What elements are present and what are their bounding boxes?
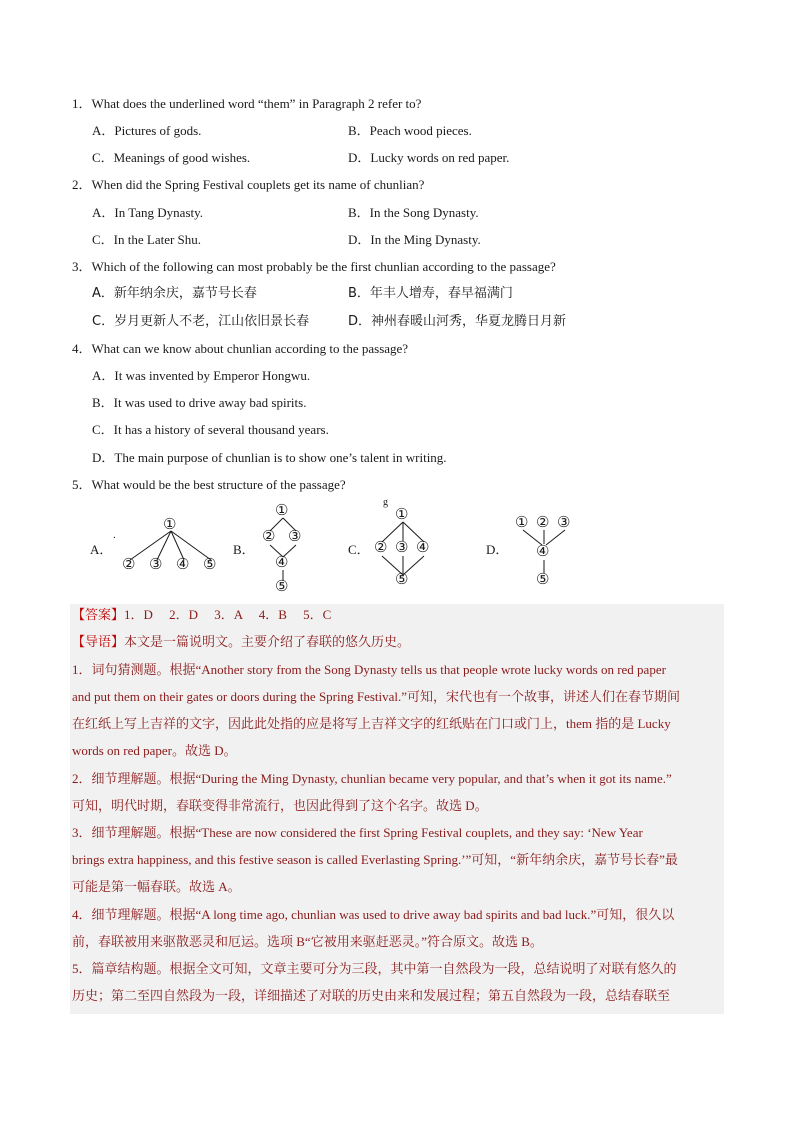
question-3-stem: 3．Which of the following can most probably be the first chunlian according to the passage?: [72, 259, 556, 274]
node-4: ④: [176, 557, 190, 573]
question-2-option-d: D．In the Ming Dynasty.: [348, 232, 481, 247]
question-5-stem: 5．What would be the best structure of the passage?: [72, 477, 346, 492]
question-3-option-c: C．岁月更新人不老，江山依旧景长春: [92, 314, 310, 329]
explanation-line: 在红纸上写上吉祥的文字，因此此处指的应是将写上吉祥文字的红纸贴在门口或门上，them 指的是 Lucky: [72, 716, 671, 731]
explanation-line: words on red paper。故选 D。: [72, 743, 237, 758]
structure-diagram-c: [370, 497, 440, 592]
question-3-option-a: A．新年纳余庆，嘉节号长春: [92, 286, 257, 301]
node-4: ④: [416, 540, 430, 556]
answer-line: [72, 606, 331, 625]
node-2: ②: [262, 529, 276, 545]
question-4-option-c: C．It has a history of several thousand years.: [92, 422, 329, 437]
node-3: ③: [149, 557, 163, 573]
guide-text: 本文是一篇说明文。主要介绍了春联的悠久历史。: [124, 635, 411, 650]
node-1: ①: [395, 507, 409, 523]
question-4-option-a: A．It was invented by Emperor Hongwu.: [92, 368, 311, 383]
node-5: ⑤: [275, 579, 289, 595]
question-1-option-d: D．Lucky words on red paper.: [348, 150, 510, 165]
question-1-option-a: A．Pictures of gods.: [92, 123, 202, 138]
explanation-line: and put them on their gates or doors during the Spring Festival.”可知，宋代也有一个故事，讲述人们在春节期间: [72, 689, 681, 704]
node-3: ③: [288, 529, 302, 545]
stray-g: g: [383, 497, 388, 508]
question-4-stem: 4．What can we know about chunlian according to the passage?: [72, 341, 409, 356]
answer-tag: 【答案】: [72, 608, 125, 623]
explanation-line: 历史；第二至四自然段为一段，详细描述了对联的历史由来和发展过程；第五自然段为一段，总结春联至: [72, 988, 671, 1003]
explanation-line: 4．细节理解题。根据“A long time ago, chunlian was used to drive away bad spirits and bad luck.”可知，很久以: [72, 907, 675, 922]
structure-diagram-b: [258, 504, 310, 596]
explanation-line: 前，春联被用来驱散恶灵和厄运。选项 B“它被用来驱赶恶灵。”符合原文。故选 B。: [72, 934, 543, 949]
question-1-option-b: B．Peach wood pieces.: [348, 123, 472, 138]
explanation-line: 5．篇章结构题。根据全文可知，文章主要可分为三段，其中第一自然段为一段，总结说明了对联有悠久的: [72, 961, 677, 976]
structure-diagram-a: [110, 518, 225, 578]
question-5-option-c: C．: [348, 542, 370, 557]
node-2: ②: [374, 540, 388, 556]
question-5-option-a: A．: [90, 542, 113, 557]
node-1: ①: [163, 517, 177, 533]
node-1: ①: [515, 515, 529, 531]
node-3: ③: [395, 540, 409, 556]
question-1-stem: 1．What does the underlined word “them” in Paragraph 2 refer to?: [72, 96, 422, 111]
node-5: ⑤: [536, 572, 550, 588]
explanation-line: 1．词句猜测题。根据“Another story from the Song Dynasty tells us that people wrote lucky words on red paper: [72, 662, 666, 677]
explanation-line: 2．细节理解题。根据“During the Ming Dynasty, chunlian became very popular, and that’s when it got its name.”: [72, 771, 672, 786]
stray-dot: .: [113, 529, 116, 541]
question-2-option-b: B．In the Song Dynasty.: [348, 205, 479, 220]
node-2: ②: [536, 515, 550, 531]
question-5-option-d: D．: [486, 542, 509, 557]
question-3-option-b: B．年丰人增寿，春早福满门: [348, 286, 513, 301]
question-2-stem: 2．When did the Spring Festival couplets get its name of chunlian?: [72, 177, 425, 192]
question-2-option-c: C．In the Later Shu.: [92, 232, 202, 247]
question-4-option-d: D．The main purpose of chunlian is to show one’s talent in writing.: [92, 450, 447, 465]
explanation-line: brings extra happiness, and this festive season is called Everlasting Spring.’”可知，“新年纳余庆，嘉节号长春”最: [72, 852, 678, 867]
node-5: ⑤: [203, 557, 217, 573]
explanation-line: 可能是第一幅春联。故选 A。: [72, 879, 241, 894]
node-4: ④: [275, 555, 289, 571]
explanation-line: 可知，明代时期，春联变得非常流行，也因此得到了这个名字。故选 D。: [72, 798, 488, 813]
node-3: ③: [557, 515, 571, 531]
explanation-line: 3．细节理解题。根据“These are now considered the first Spring Festival couplets, and they say: ‘New Year: [72, 825, 643, 840]
answer-key: 1．D 2．D 3．A 4．B 5．C: [124, 607, 332, 622]
question-2-option-a: A．In Tang Dynasty.: [92, 205, 204, 220]
node-1: ①: [275, 503, 289, 519]
question-1-option-c: C．Meanings of good wishes.: [92, 150, 251, 165]
node-2: ②: [122, 557, 136, 573]
question-4-option-b: B．It was used to drive away bad spirits.: [92, 395, 307, 410]
node-4: ④: [536, 544, 550, 560]
structure-diagram-d: [513, 514, 575, 594]
question-5-option-b: B．: [233, 542, 255, 557]
question-3-option-d: D．神州春暖山河秀，华夏龙腾日月新: [348, 314, 567, 329]
guide-tag: 【导语】: [72, 635, 125, 650]
node-5: ⑤: [395, 572, 409, 588]
guide-line: [72, 634, 410, 652]
